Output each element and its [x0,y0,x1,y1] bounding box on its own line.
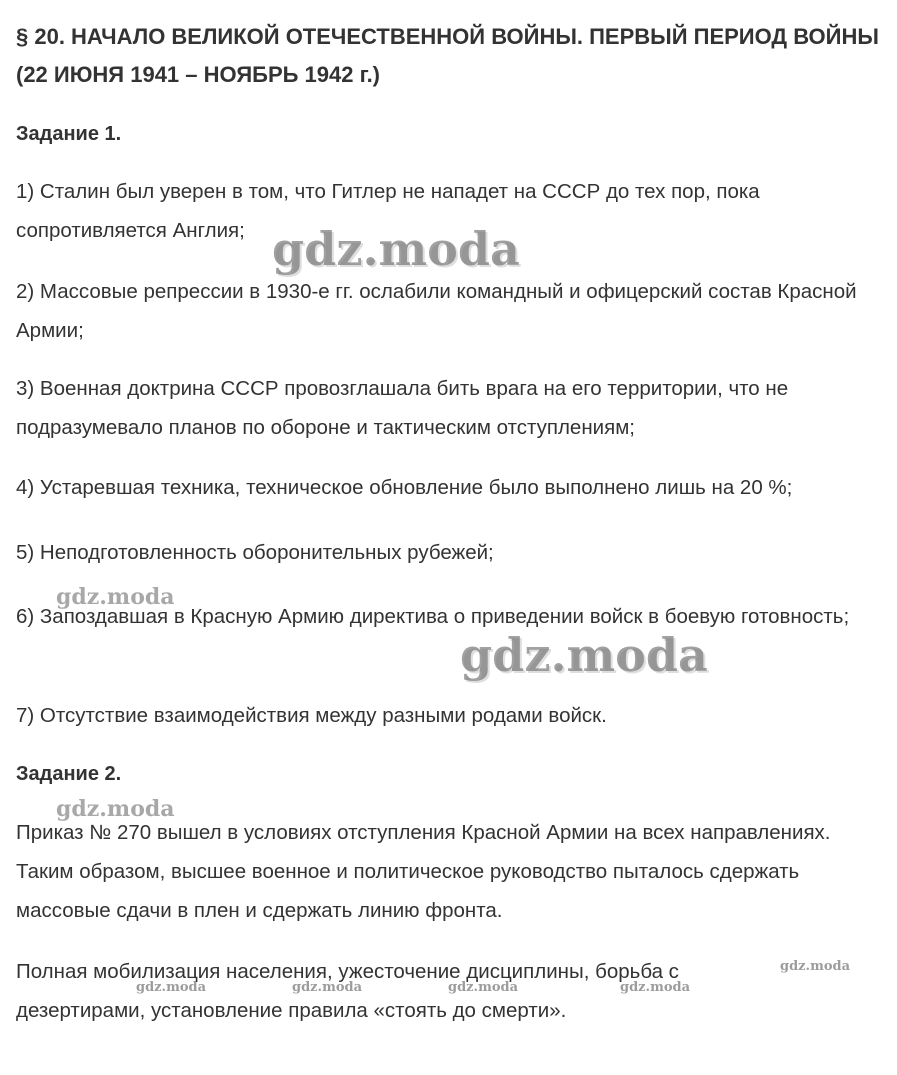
watermark-logo: gdz.moda [56,796,175,822]
watermark-logo: gdz.moda [460,628,708,682]
watermark-logo: gdz.moda [56,584,175,610]
page-title: § 20. НАЧАЛО ВЕЛИКОЙ ОТЕЧЕСТВЕННОЙ ВОЙНЫ. ПЕРВЫЙ ПЕРИОД ВОЙНЫ (22 ИЮНЯ 1941 – НОЯБРЬ 1942 г.) [16,24,879,87]
watermark-logo: gdz.moda [292,980,363,995]
task2-paragraph-2: Полная мобилизация населения, ужесточение дисциплины, борьба с дезертирами, установление правила «стоять до смерти». [16,960,679,1022]
watermark-logo: gdz.moda [136,980,207,995]
task1-item-1: 1) Сталин был уверен в том, что Гитлер не нападет на СССР до тех пор, пока сопротивляется Англия; [16,180,760,242]
task1-item-7: 7) Отсутствие взаимодействия между разными родами войск. [16,704,607,727]
task2-paragraph-1: Приказ № 270 вышел в условиях отступления Красной Армии на всех направлениях. Таким образом, высшее военное и политическое руководство пыталось сдержать массовые сдачи в плен и сдержать линию фронта. [16,821,831,922]
watermark-logo: gdz.moda [620,980,691,995]
task1-item-4: 4) Устаревшая техника, техническое обновление было выполнено лишь на 20 %; [16,476,793,499]
watermark-logo: gdz.moda [780,959,851,974]
task2-heading: Задание 2. [16,763,122,785]
task1-item-3: 3) Военная доктрина СССР провозглашала бить врага на его территории, что не подразумевало планов по обороне и тактическим отступлениям; [16,377,789,439]
task1-item-6: 6) Запоздавшая в Красную Армию директива о приведении войск в боевую готовность; [16,605,850,628]
watermark-logo: gdz.moda [272,222,520,276]
task1-heading: Задание 1. [16,123,122,145]
task1-item-5: 5) Неподготовленность оборонительных рубежей; [16,541,494,564]
task1-item-2: 2) Массовые репрессии в 1930-е гг. ослабили командный и офицерский состав Красной Армии; [16,280,857,342]
watermark-logo: gdz.moda [448,980,519,995]
